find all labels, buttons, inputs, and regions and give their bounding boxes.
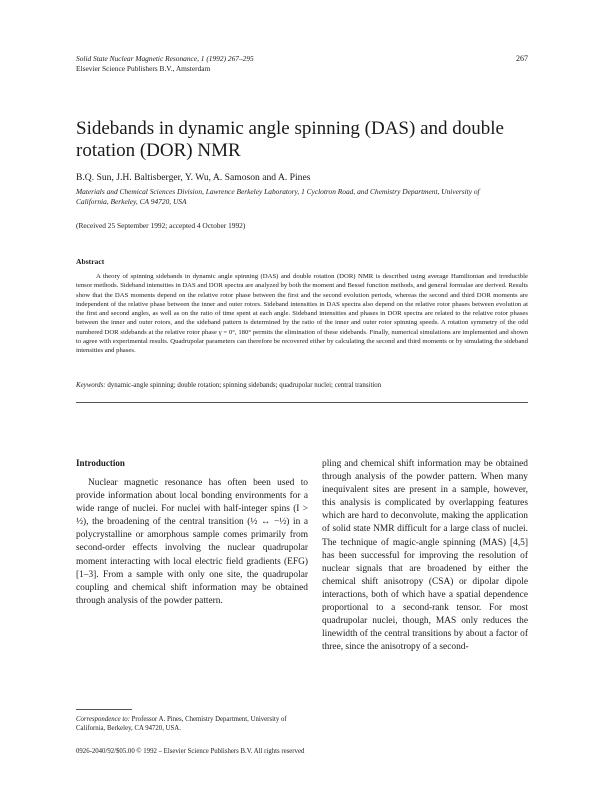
abstract-text: A theory of spinning sidebands in dynamic angle spinning (DAS) and double rotation (DOR) NMR is described using average Hamiltonian and irreducible tensor methods. Sideband intensities in DAS and DOR spectra are analyzed by both the moment and Bessel function methods, and general formulae are derived. Results show that the DAS moments depend on the relative rotor phase between the first and the second evolution periods, whereas the second and third DOR moments are independent of the relative phase between the inner and outer rotors. Sideband intensities in DAS spectra also depend on the relative rotor phases between evolution at the first and second angles, as well as on the ratio of time spent at each angle. Sideband intensities and phases in DOR spectra are related to the relative rotor phases between the inner and outer rotors, and the sideband pattern is determined by the ratio of the inner and outer rotor spinning speeds. A rotation symmetry of the odd numbered DOR sidebands at the relative rotor phase γ = 0°, 180° permits the elimination of these sidebands. Finally, numerical simulations are implemented and shown to agree with experimental results. Quadrupolar parameters can therefore be recovered either by calculating the second and third moments or by simulating the sideband intensities and phases.: [76, 273, 528, 355]
introduction-heading: Introduction: [76, 458, 125, 468]
section-divider: [76, 402, 528, 403]
journal-header: [76, 54, 254, 74]
publisher-line: Elsevier Science Publishers B.V., Amsterdam: [76, 64, 211, 73]
correspondence-text: Professor A. Pines, Chemistry Department, University of California, Berkeley, CA 94720, USA.: [76, 716, 287, 732]
journal-citation: Solid State Nuclear Magnetic Resonance, 1 (1992) 267–295: [76, 54, 254, 63]
intro-column-left: Nuclear magnetic resonance has often been used to provide information about local bonding environments for a wide range of nuclei. For nuclei with half-integer spins (I > ½), the broadening of the central transition (½ ↔ −½) in a polycrystalline or amorphous sample comes primarily from second-order effects involving the nuclear quadrupolar moment interacting with local electric field gradients (EFG) [1–3]. From a sample with only one site, the quadrupolar coupling and chemical shift information may be obtained through analysis of the powder pattern.: [76, 478, 308, 606]
received-date: (Received 25 September 1992; accepted 4 October 1992): [76, 221, 246, 230]
intro-column-right: pling and chemical shift information may be obtained through analysis of the powder pattern. When many inequivalent sites are present in a sample, however, this analysis is complicated by overlapping features which are hard to deconvolute, making the application of solid state NMR difficult for a large class of nuclei. The technique of magic-angle spinning (MAS) [4,5] has been successful for improving the resolution of nuclear signals that are broadened by either the chemical shift anisotropy (CSA) or dipolar dipole interactions, both of which have a spatial dependence proportional to a second-rank tensor. For most quadrupolar nuclei, though, MAS only reduces the linewidth of the central transitions by about a factor of three, since the anisotropy of a second-: [322, 459, 528, 653]
abstract-heading: Abstract: [76, 257, 105, 266]
correspondence-label: Correspondence to:: [76, 716, 130, 723]
article-title: Sidebands in dynamic angle spinning (DAS) and double rotation (DOR) NMR: [76, 118, 504, 161]
correspondence-note: [76, 715, 308, 733]
affiliation: Materials and Chemical Sciences Division, Lawrence Berkeley Laboratory, 1 Cyclotron Road, and Chemistry Department, University of California, Berkeley, CA 94720, USA: [76, 187, 480, 206]
keywords-label: Keywords:: [76, 382, 106, 389]
footnote-divider: [76, 709, 132, 710]
author-list: B.Q. Sun, J.H. Baltisberger, Y. Wu, A. Samoson and A. Pines: [76, 172, 311, 183]
keywords: [76, 381, 528, 390]
copyright-line: 0926-2040/92/$05.00 © 1992 – Elsevier Science Publishers B.V. All rights reserved: [76, 748, 305, 755]
page-number: 267: [516, 54, 528, 63]
keywords-text: dynamic-angle spinning; double rotation; spinning sidebands; quadrupolar nuclei; central transition: [107, 382, 382, 389]
